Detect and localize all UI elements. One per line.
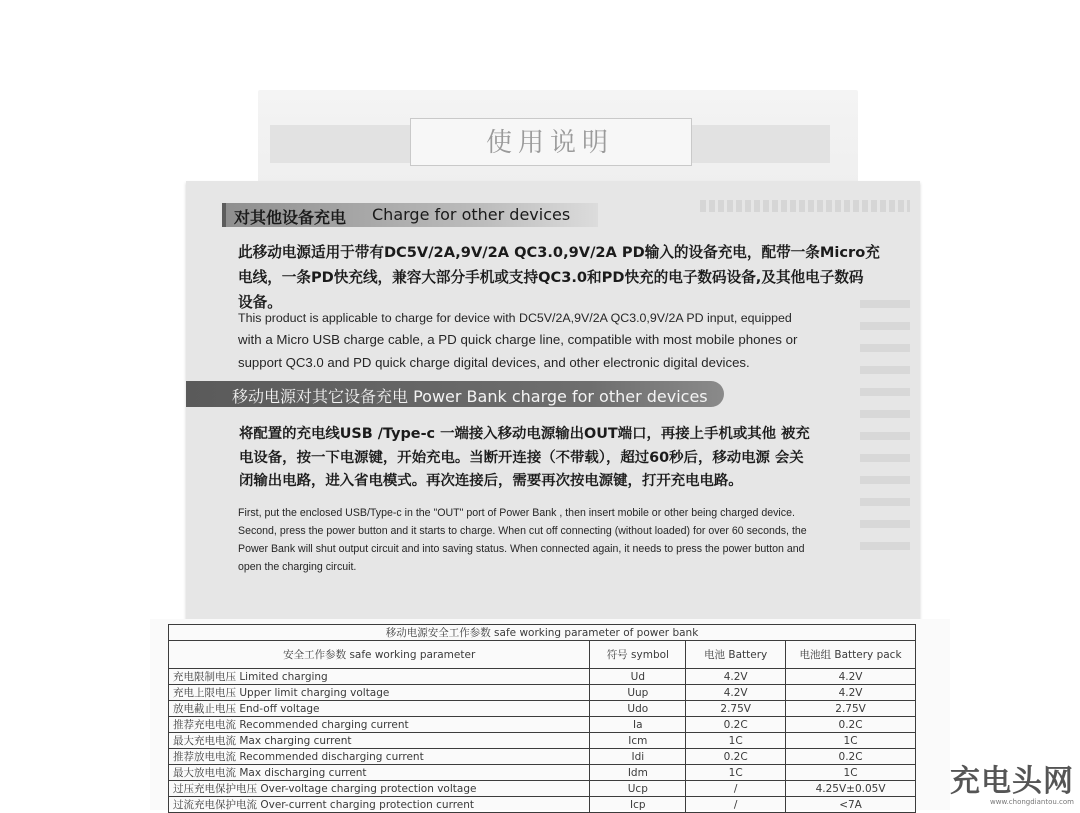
param-cell: 过压充电保护电压 Over-voltage charging protection voltage [169, 781, 590, 797]
table-row [169, 749, 916, 765]
pack-cell: 4.2V [786, 685, 916, 701]
show-through-text [700, 200, 910, 212]
table-title: 移动电源安全工作参数 safe working parameter of power bank [169, 625, 916, 641]
pack-cell: 4.2V [786, 669, 916, 685]
text-line: 此移动电源适用于带有DC5V/2A,9V/2A QC3.0,9V/2A PD输入的设备充电，配带一条Micro充 [238, 244, 880, 261]
text-line: This product is applicable to charge for device with DC5V/2A,9V/2A QC3.0,9V/2A PD input, equipped [238, 311, 792, 325]
section-header-charge-other-devices [222, 203, 598, 227]
table-row [169, 717, 916, 733]
text-line: 闭输出电路，进入省电模式。再次连接后，需要再次按电源键，打开充电电路。 [239, 473, 743, 489]
section-title: 移动电源对其它设备充电 Power Bank charge for other devices [232, 387, 708, 406]
pack-cell: 2.75V [786, 701, 916, 717]
column-header-symbol: 符号 symbol [590, 641, 686, 669]
pack-cell: 0.2C [786, 717, 916, 733]
param-cell: 最大放电电流 Max discharging current [169, 765, 590, 781]
section1-english-text [238, 308, 797, 374]
table-title-row [169, 625, 916, 641]
pack-cell: 1C [786, 733, 916, 749]
param-cell: 推荐充电电流 Recommended charging current [169, 717, 590, 733]
pack-cell: <7A [786, 797, 916, 813]
symbol-cell: Icm [590, 733, 686, 749]
battery-cell: / [686, 797, 786, 813]
text-line: Power Bank will shut output circuit and into saving status. When connected again, it needs to press the power button and [238, 543, 805, 555]
param-cell: 最大充电电流 Max charging current [169, 733, 590, 749]
param-cell: 推荐放电电流 Recommended discharging current [169, 749, 590, 765]
param-cell: 放电截止电压 End-off voltage [169, 701, 590, 717]
battery-cell: 4.2V [686, 685, 786, 701]
section1-chinese-text [238, 240, 880, 315]
text-line: open the charging circuit. [238, 561, 357, 573]
battery-cell: 1C [686, 765, 786, 781]
column-header-param: 安全工作参数 safe working parameter [169, 641, 590, 669]
symbol-cell: Udo [590, 701, 686, 717]
section-title-en: Charge for other devices [372, 205, 571, 224]
section2-chinese-text [239, 423, 810, 494]
text-line: 将配置的充电线USB /Type-c 一端接入移动电源输出OUT端口，再接上手机或其他 被充 [239, 426, 810, 442]
symbol-cell: Icp [590, 797, 686, 813]
background-box-title: 使用说明 [485, 128, 614, 158]
section-title-cn: 对其他设备充电 [234, 208, 347, 227]
text-line: 设备。 [238, 294, 282, 311]
table-row [169, 685, 916, 701]
text-line: First, put the enclosed USB/Type-c in the "OUT" port of Power Bank , then insert mobile or other being charged device. [238, 507, 795, 519]
param-cell: 过流充电保护电流 Over-current charging protection current [169, 797, 590, 813]
column-header-battery: 电池 Battery [686, 641, 786, 669]
battery-cell: 0.2C [686, 749, 786, 765]
section2-english-text [238, 504, 807, 576]
text-line: with a Micro USB charge cable, a PD quick charge line, compatible with most mobile phones or [238, 332, 798, 347]
column-header-pack: 电池组 Battery pack [786, 641, 916, 669]
watermark-url: www.chongdiantou.com [990, 798, 1074, 806]
battery-cell: 4.2V [686, 669, 786, 685]
table-row [169, 797, 916, 813]
symbol-cell: Ud [590, 669, 686, 685]
table-header-row [169, 641, 916, 669]
show-through-text [860, 300, 910, 560]
watermark-logo [950, 766, 1074, 806]
text-line: 电设备，按一下电源键，开始充电。当断开连接（不带载），超过60秒后，移动电源 会关 [239, 449, 804, 466]
table-row [169, 733, 916, 749]
text-line: Second, press the power button and it starts to charge. When cut off connecting (without loaded) for over 60 seconds, the [238, 525, 807, 537]
text-line: support QC3.0 and PD quick charge digital devices, and other electronic digital devices. [238, 355, 750, 370]
symbol-cell: Ucp [590, 781, 686, 797]
param-cell: 充电上限电压 Upper limit charging voltage [169, 685, 590, 701]
param-cell: 充电限制电压 Limited charging [169, 669, 590, 685]
battery-cell: 1C [686, 733, 786, 749]
table-row [169, 765, 916, 781]
table-row [169, 669, 916, 685]
battery-cell: / [686, 781, 786, 797]
battery-cell: 0.2C [686, 717, 786, 733]
symbol-cell: Idi [590, 749, 686, 765]
section-header-power-bank-charge [186, 381, 724, 407]
symbol-cell: Uup [590, 685, 686, 701]
table-row [169, 781, 916, 797]
symbol-cell: Idm [590, 765, 686, 781]
symbol-cell: Ia [590, 717, 686, 733]
text-line: 电线，一条PD快充线，兼容大部分手机或支持QC3.0和PD快充的电子数码设备,及其他电子数码 [238, 269, 864, 286]
pack-cell: 1C [786, 765, 916, 781]
pack-cell: 4.25V±0.05V [786, 781, 916, 797]
spec-table [168, 624, 916, 813]
battery-cell: 2.75V [686, 701, 786, 717]
watermark-text: 充电头网 [950, 764, 1074, 799]
table-row [169, 701, 916, 717]
pack-cell: 0.2C [786, 749, 916, 765]
